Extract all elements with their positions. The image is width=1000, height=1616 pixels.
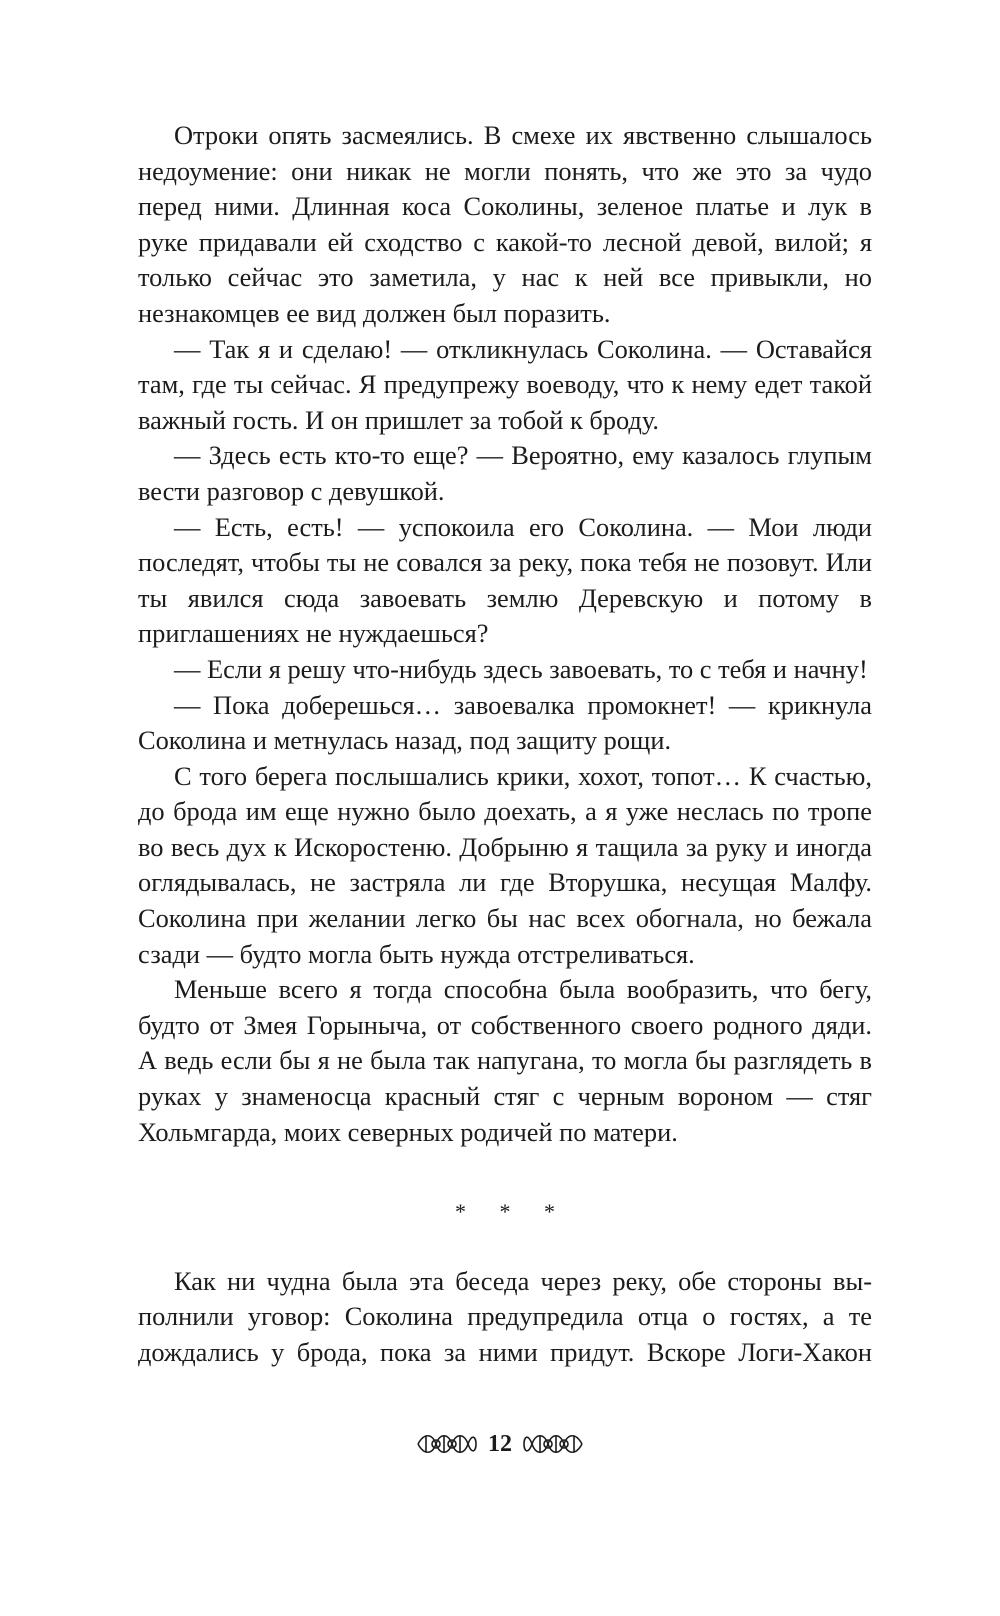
knot-ornament-right-icon [522, 1427, 586, 1461]
book-page-text [138, 118, 872, 1371]
page-number: 12 [488, 1430, 512, 1457]
paragraph: Меньше всего я тогда способна была вообразить, что бегу, будто от Змея Горыныча, от собственного своего родного дяди. А ведь если бы я не была так напугана, то могла бы разглядеть в руках у знаменосца красный стяг с черным вороном — стяг Хольмгарда, моих северных родичей по матери. [138, 974, 872, 1147]
paragraph: С того берега послышались крики, хохот, топот… К счастью, до брода им еще нужно было доехать, а я уже неслась по тропе во весь дух к Искоростеню. Добрыню я тащила за руку и иногда оглядывалась, не застряла ли где Вторушка, несущая Малфу. Соколина при желании легко бы нас всех обогнала, но бежала сзади — будто могла быть нужда отстреливаться. [138, 760, 872, 969]
knot-ornament-left-icon [414, 1427, 478, 1461]
paragraph: — Пока доберешься… завоевалка промокнет! — крикнула Соколина и метнулась назад, под защиту рощи. [138, 689, 872, 756]
paragraph: Отроки опять засмеялись. В смехе их явственно слышалось недоумение: они никак не могли понять, что же это за чудо перед ними. Длинная коса Соколины, зеленое платье и лук в руке придавали ей сходство с какой-то лесной девой, вилой; я только сейчас это заметила, у нас к ней все привыкли, но незнакомцев ее вид должен был поразить. [138, 120, 872, 328]
section-separator: * * * [455, 1199, 569, 1225]
paragraph: — Есть, есть! — успокоила его Соколина. — Мои люди последят, чтобы ты не совался за реку, пока тебя не позовут. Или ты явился сюда завоевать землю Деревскую и потому в приглашениях не нуждаешься? [138, 511, 872, 649]
paragraph: — Так я и сделаю! — откликнулась Соколина. — Оставайся там, где ты сейчас. Я предупрежу воеводу, что к нему едет такой важный гость. И он пришлет за тобой к броду. [138, 333, 872, 435]
paragraph: Как ни чудна была эта беседа через реку, обе стороны выполнили уговор: Соколина предупредила отца о гостях, а те дождались у брода, пока за ними придут. Вскоре Логи-Хакон [138, 1265, 872, 1367]
paragraph: — Здесь есть кто-то еще? — Вероятно, ему казалось глупым вести разговор с девушкой. [138, 440, 872, 506]
page-footer [0, 1424, 1000, 1464]
paragraph: — Если я решу что-нибудь здесь завоевать, то с тебя и начну! [174, 653, 868, 684]
